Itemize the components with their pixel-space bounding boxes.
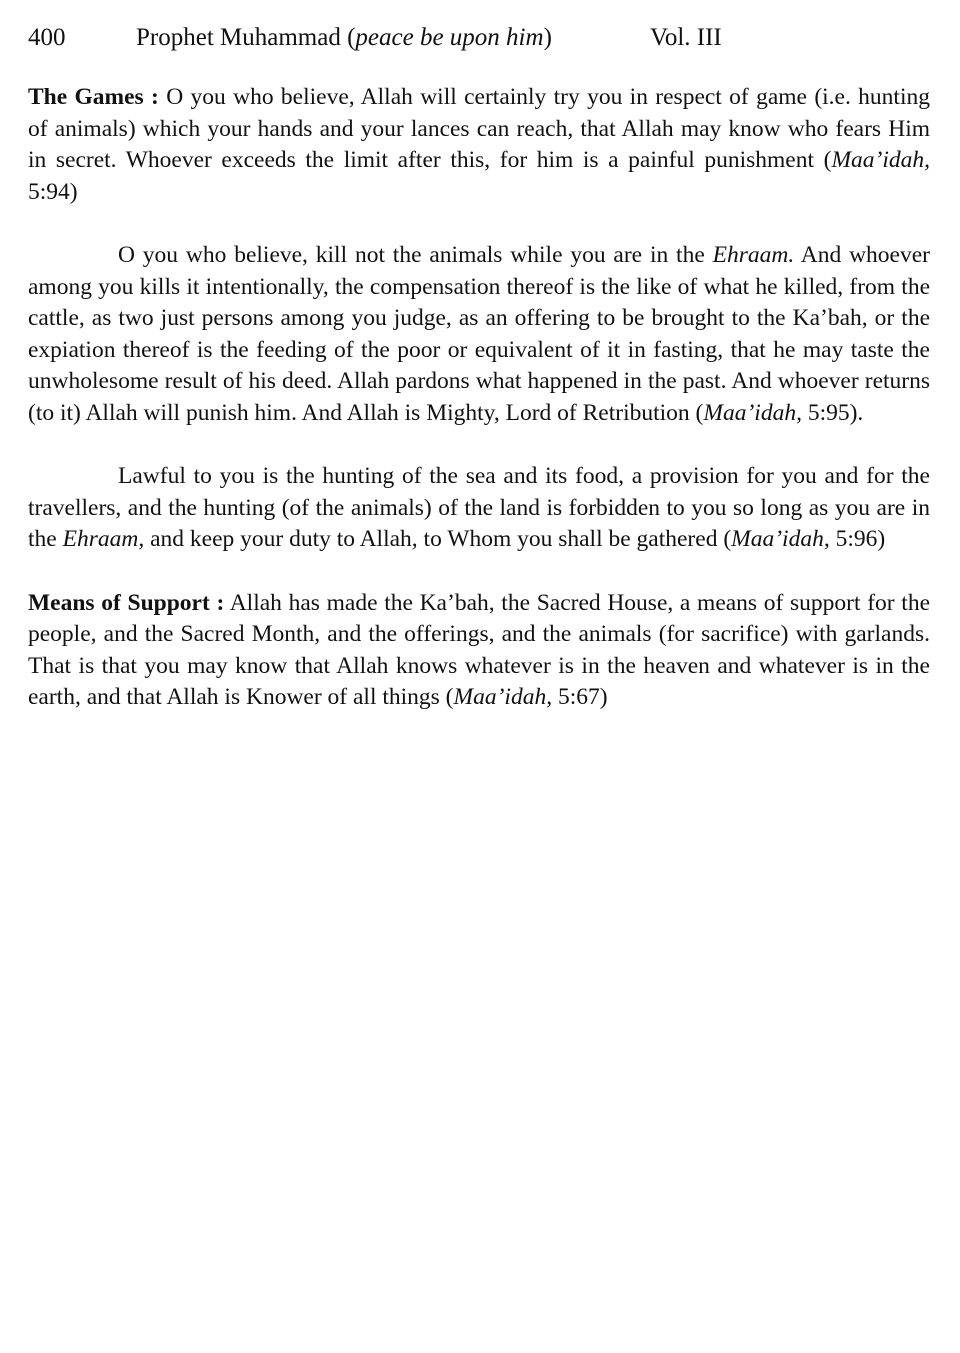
body-text — [28, 82, 930, 714]
page-number: 400 — [28, 24, 66, 51]
citation-verse: 5:96) — [829, 526, 886, 553]
paragraph-text: Allah has made the Ka’bah, the Sacred House, a means of support for the people, and the Sacred Month, and the offerings, and the animals (for sacrifice) with garlands. That is that you may know that Allah knows whatever is in the heaven and whatever is in the earth, and that Allah is Knower of all things ( — [28, 589, 931, 711]
paragraph-text: and keep your duty to Allah, to Whom you shall be gathered ( — [144, 526, 732, 553]
volume-label: Vol. III — [650, 24, 722, 51]
running-head — [28, 18, 930, 58]
citation-surah: Maa’idah, — [453, 684, 553, 711]
paragraph-means-of-support — [28, 588, 930, 714]
book-title — [136, 18, 552, 58]
paragraph-text: O you who believe, Allah will certainly try you in respect of game (i.e. hunting of animals) which your hands and your lances can reach, that Allah may know who fears Him in secret. Whoever exceeds the limit after this, for him is a painful punishment ( — [28, 84, 930, 174]
paragraph-the-games — [28, 82, 930, 208]
book-title-close: ) — [543, 24, 552, 51]
section-heading-means-of-support: Means of Support : — [28, 589, 225, 616]
italic-term: Ehraam, — [62, 526, 145, 553]
italic-term: Ehraam. — [712, 241, 795, 268]
paragraph-lawful-sea — [28, 461, 930, 556]
paragraph-text: And whoever among you kills it intentionally, the compensation thereof is the like of what he killed, from the cattle, as two just persons among you judge, as an offering to be brought to the Ka’bah, or the expiation thereof is the feeding of the poor or equivalent of it in fasting, that he may taste the unwholesome result of his deed. Allah pardons what happened in the past. And whoever returns (to it) Allah will punish him. And Allah is Mighty, Lord of Retribution ( — [28, 241, 930, 426]
book-title-main: Prophet Muhammad ( — [136, 24, 356, 51]
paragraph-ehraam-killing — [28, 240, 930, 430]
section-heading-the-games: The Games : — [28, 84, 159, 110]
citation-surah: Maa’idah, — [703, 399, 802, 426]
paragraph-text: O you who believe, kill not the animals while you are in the — [118, 241, 713, 268]
citation-verse: 5:95). — [801, 399, 864, 426]
document-page — [28, 18, 930, 745]
paragraph-text: Lawful to you is the hunting of the sea and its food, a provision for you and for the travellers, and the hunting (of the animals) of the land is forbidden to you so long as you are in the — [28, 463, 930, 553]
citation-surah: Maa’idah, — [831, 147, 930, 174]
citation-verse: 5:94) — [28, 178, 78, 205]
book-title-italic: peace be upon him — [355, 24, 544, 51]
citation-verse: 5:67) — [552, 684, 608, 711]
citation-surah: Maa’idah, — [731, 526, 830, 553]
